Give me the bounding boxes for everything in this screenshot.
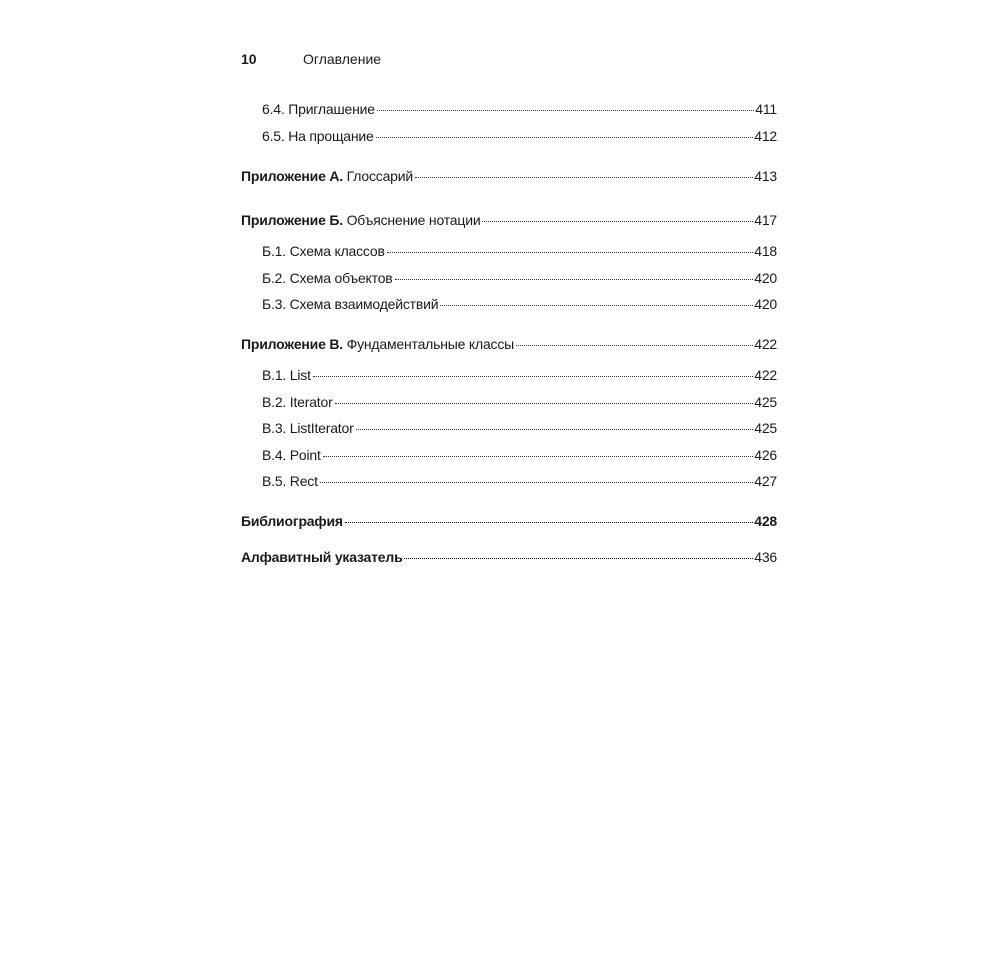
toc-entry-page: 422 bbox=[754, 336, 777, 352]
toc-entry-label: Б.2. Схема объектов bbox=[262, 270, 393, 286]
toc-entry-prefix: Приложение А. bbox=[241, 168, 343, 184]
toc-entry-page: 417 bbox=[754, 212, 777, 228]
toc-entry-page: 412 bbox=[754, 128, 777, 144]
page-number: 10 bbox=[241, 51, 257, 67]
toc-leader-dots bbox=[313, 376, 753, 377]
toc-entry[interactable] bbox=[262, 367, 777, 389]
toc-entry-index[interactable] bbox=[241, 549, 777, 571]
running-title: Оглавление bbox=[303, 51, 382, 67]
toc-entry-label: В.1. List bbox=[262, 367, 311, 383]
toc-entry-label bbox=[241, 168, 413, 184]
toc-leader-dots bbox=[345, 522, 753, 523]
toc-entry-page: 426 bbox=[754, 447, 777, 463]
toc-entry[interactable] bbox=[262, 243, 777, 265]
toc-leader-dots bbox=[320, 482, 753, 483]
toc-entry-label: Алфавитный указатель bbox=[241, 549, 403, 565]
toc-entry-appendix[interactable] bbox=[241, 336, 777, 358]
toc-entry-label: Б.1. Схема классов bbox=[262, 243, 385, 259]
toc-entry-label bbox=[241, 212, 480, 228]
toc-entry-title: Фундаментальные классы bbox=[342, 336, 515, 352]
toc-entry-title: Объяснение нотации bbox=[342, 212, 481, 228]
toc-entry-prefix: Приложение В. bbox=[241, 336, 343, 352]
toc-entry-appendix[interactable] bbox=[241, 168, 777, 190]
toc-entry-page: 422 bbox=[754, 367, 777, 383]
toc-entry-label: Б.3. Схема взаимодействий bbox=[262, 296, 439, 312]
toc-entry-title: Глоссарий bbox=[342, 168, 413, 184]
toc-entry-page: 427 bbox=[754, 473, 777, 489]
toc-entry[interactable] bbox=[262, 101, 777, 123]
toc-leader-dots bbox=[376, 137, 754, 138]
toc-leader-dots bbox=[395, 279, 754, 280]
toc-leader-dots bbox=[516, 345, 753, 346]
toc-leader-dots bbox=[404, 558, 753, 559]
toc-entry-page: 418 bbox=[754, 243, 777, 259]
toc-entry-label: В.4. Point bbox=[262, 447, 321, 463]
toc-entry[interactable] bbox=[262, 473, 777, 495]
toc-entry-appendix[interactable] bbox=[241, 212, 777, 234]
toc-leader-dots bbox=[377, 110, 754, 111]
toc-leader-dots bbox=[323, 456, 754, 457]
toc-entry-prefix: Приложение Б. bbox=[241, 212, 343, 228]
toc-entry-page: 420 bbox=[754, 296, 777, 312]
toc-entry-page: 425 bbox=[754, 394, 777, 410]
toc-entry-label bbox=[241, 336, 514, 352]
toc-entry-label: В.3. ListIterator bbox=[262, 420, 354, 436]
toc-entry[interactable] bbox=[262, 420, 777, 442]
toc-entry-page: 436 bbox=[754, 549, 777, 565]
toc-entry[interactable] bbox=[262, 394, 777, 416]
toc-entry-page: 411 bbox=[755, 101, 777, 117]
toc-leader-dots bbox=[482, 221, 753, 222]
toc-entry[interactable] bbox=[262, 128, 777, 150]
toc-entry-label: В.2. Iterator bbox=[262, 394, 333, 410]
toc-leader-dots bbox=[415, 177, 753, 178]
toc-entry-page: 425 bbox=[754, 420, 777, 436]
toc-leader-dots bbox=[356, 429, 754, 430]
toc-leader-dots bbox=[335, 403, 754, 404]
toc-leader-dots bbox=[387, 252, 754, 253]
toc-entry-label: 6.4. Приглашение bbox=[262, 101, 375, 117]
toc-entry[interactable] bbox=[262, 270, 777, 292]
toc-entry-bibliography[interactable] bbox=[241, 513, 777, 535]
toc-entry-label: В.5. Rect bbox=[262, 473, 318, 489]
page-header bbox=[241, 49, 381, 69]
toc-entry-page: 413 bbox=[754, 168, 777, 184]
toc-leader-dots bbox=[440, 305, 753, 306]
toc-entry[interactable] bbox=[262, 296, 777, 318]
toc-entry-label: 6.5. На прощание bbox=[262, 128, 374, 144]
toc-entry-page: 420 bbox=[754, 270, 777, 286]
toc-entry-page: 428 bbox=[754, 513, 777, 529]
toc-entry[interactable] bbox=[262, 447, 777, 469]
toc-entry-label: Библиография bbox=[241, 513, 343, 529]
